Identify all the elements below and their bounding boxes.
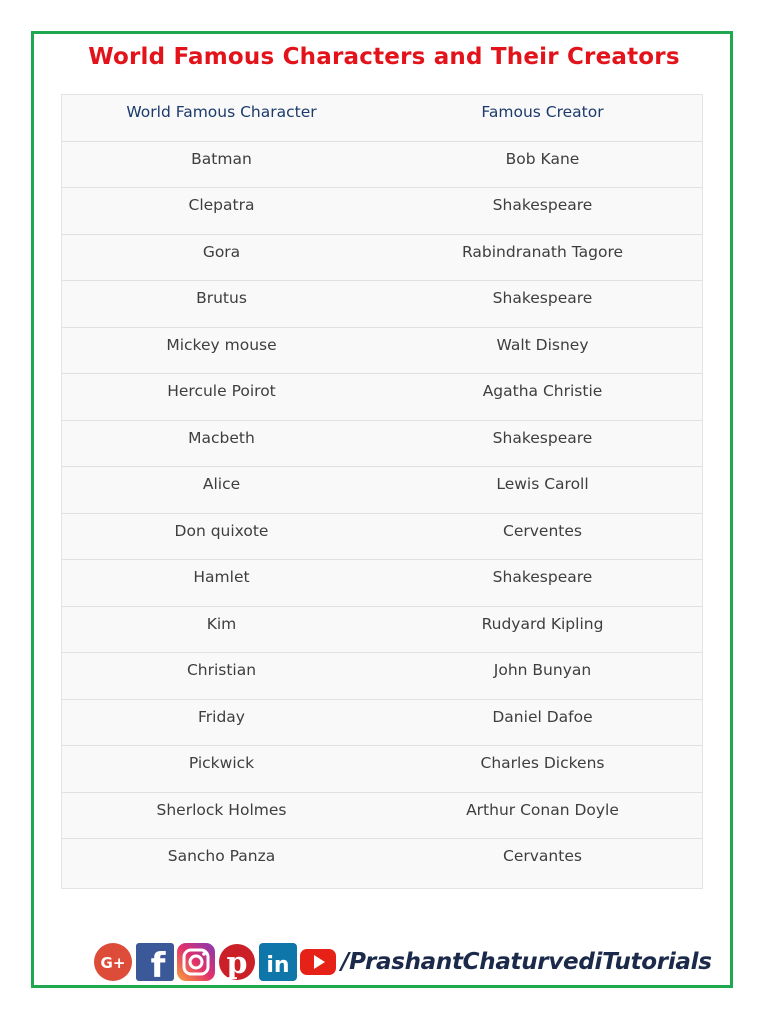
youtube-icon[interactable] [300, 943, 336, 981]
creator-cell: Cerventes [503, 521, 582, 540]
character-cell: Friday [198, 707, 245, 726]
channel-handle[interactable]: /PrashantChaturvediTutorials [341, 949, 712, 975]
character-cell: Pickwick [188, 754, 255, 772]
creator-cell: Arthur Conan Doyle [466, 800, 619, 819]
table-row [62, 281, 702, 328]
creator-cell: Walt Disney [496, 335, 589, 354]
instagram-icon[interactable] [177, 943, 215, 981]
table-row [62, 653, 702, 700]
creator-cell: Rudyard Kipling [481, 614, 604, 633]
table-row [62, 467, 702, 514]
character-cell: Don quixote [174, 521, 269, 540]
creator-cell: Rabindranath Tagore [461, 242, 624, 261]
character-cell: Hercule Poirot [167, 382, 276, 400]
character-cell: Sherlock Holmes [156, 800, 287, 819]
creator-cell: Bob Kane [505, 149, 580, 168]
table-row [62, 793, 702, 840]
character-cell: Alice [202, 475, 241, 493]
character-cell: Clepatra [188, 196, 255, 214]
creator-cell: Agatha Christie [482, 382, 603, 400]
facebook-icon[interactable] [136, 943, 174, 981]
table-row [62, 839, 702, 888]
character-cell: Hamlet [193, 568, 250, 586]
table-header-row [62, 95, 702, 142]
character-cell: Batman [191, 149, 252, 168]
column-header-character: World Famous Character [126, 103, 317, 121]
linkedin-icon[interactable] [259, 943, 297, 981]
table-row [62, 514, 702, 561]
svg-text:p: p [226, 946, 248, 981]
creator-cell: John Bunyan [493, 661, 592, 679]
character-cell: Christian [186, 661, 257, 679]
character-cell: Mickey mouse [166, 335, 277, 354]
creator-cell: Charles Dickens [480, 754, 605, 772]
characters-table [61, 94, 703, 889]
google-plus-icon[interactable] [93, 943, 133, 981]
creator-cell: Shakespeare [492, 196, 593, 214]
character-cell: Sancho Panza [167, 847, 276, 865]
creator-cell: Shakespeare [492, 568, 593, 586]
character-cell: Macbeth [188, 428, 255, 447]
table-row [62, 700, 702, 747]
svg-text:G+: G+ [100, 954, 126, 972]
page-title: World Famous Characters and Their Creators [88, 44, 680, 70]
creator-cell: Cervantes [503, 847, 582, 865]
table-row [62, 235, 702, 282]
table-row [62, 421, 702, 468]
creator-cell: Lewis Caroll [496, 475, 589, 493]
column-header-creator: Famous Creator [481, 103, 604, 121]
creator-cell: Daniel Dafoe [492, 707, 593, 726]
table-row [62, 188, 702, 235]
table-row [62, 142, 702, 189]
svg-text:in: in [266, 953, 290, 978]
table-row [62, 328, 702, 375]
character-cell: Brutus [196, 289, 247, 307]
table-row [62, 746, 702, 793]
character-cell: Gora [202, 242, 241, 261]
pinterest-icon[interactable] [218, 943, 256, 981]
character-cell: Kim [206, 614, 237, 633]
table-row [62, 374, 702, 421]
creator-cell: Shakespeare [492, 289, 593, 307]
table-row [62, 560, 702, 607]
social-footer [93, 940, 712, 984]
table-row [62, 607, 702, 654]
svg-text:f: f [150, 946, 166, 981]
creator-cell: Shakespeare [492, 428, 593, 447]
